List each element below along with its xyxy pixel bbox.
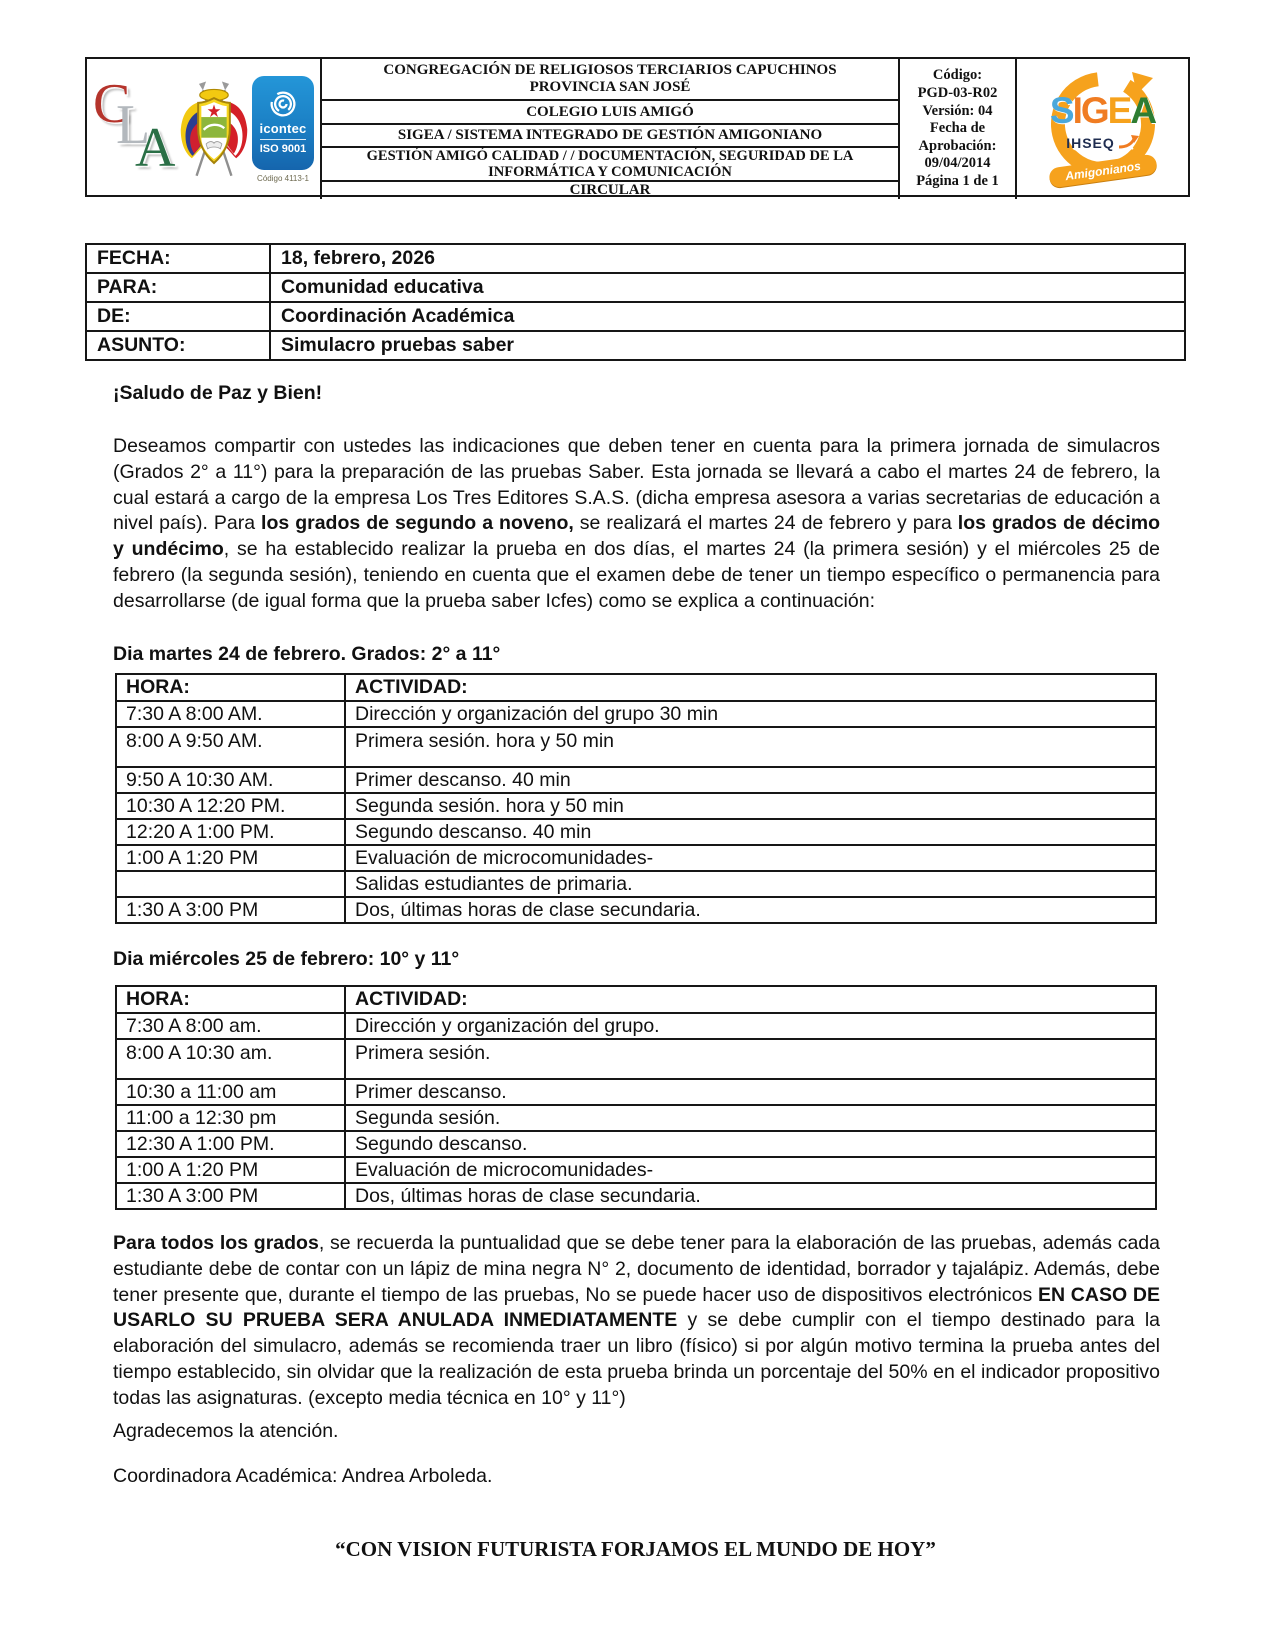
meta-row-asunto <box>86 331 1185 360</box>
intro-paragraph <box>113 434 1160 615</box>
page-count: Página 1 de 1 <box>916 172 999 189</box>
activity-cell: Primera sesión. <box>345 1039 1156 1079</box>
meta-label: PARA: <box>86 273 270 302</box>
document-type: CIRCULAR <box>322 180 898 199</box>
body-text: , se recuerda la puntualidad que se debe tener para la elaboración de las pruebas, además cada estudiante debe de contar con un lápiz de mina negra N° 2, documento de identidad, borrador y tajalápiz. Además, debe tener presente que, durante el tiempo de las pruebas, No se puede hacer uso de dispositivos electrónicos <box>113 1232 1160 1306</box>
greeting: ¡Saludo de Paz y Bien! <box>113 382 323 404</box>
schedule-row <box>116 701 1156 727</box>
congregation-line-2: PROVINCIA SAN JOSÉ <box>529 79 691 95</box>
schedule-row <box>116 1157 1156 1183</box>
time-cell: 10:30 A 12:20 PM. <box>116 793 345 819</box>
activity-cell: Dirección y organización del grupo. <box>345 1013 1156 1039</box>
meta-value: Simulacro pruebas saber <box>270 331 1185 360</box>
sigea-logo-cell <box>1015 59 1188 199</box>
icontec-code-caption: Código 4113-1 <box>257 173 309 183</box>
meta-label: ASUNTO: <box>86 331 270 360</box>
actividad-header: ACTIVIDAD: <box>345 674 1156 701</box>
body-text: y se debe cumplir con el tiempo destinado para la elaboración del simulacro, además se recomienda traer un libro (físico) si por algún motivo termina la prueba antes del tiempo establecido, sin olvidar que la realización de esta prueba brinda un porcentaje del 50% en el indicador propositivo todas las asignaturas. (excepto media técnica en 10° y 11°) <box>113 1309 1160 1409</box>
time-cell <box>116 871 345 897</box>
sigea-ihseq-label: IHSEQ <box>1027 134 1179 151</box>
icontec-badge <box>252 76 314 183</box>
schedule-row <box>116 1183 1156 1209</box>
cla-letter-l: L <box>116 94 151 156</box>
process-line-1: GESTIÓN AMIGÓ CALIDAD / / DOCUMENTACIÓN, SEGURIDAD DE LA <box>366 148 854 164</box>
schedule-row <box>116 819 1156 845</box>
sigea-logo <box>1027 66 1179 192</box>
schedule-header-row <box>116 674 1156 701</box>
sigea-ribbon: Amigonianos <box>1048 154 1158 189</box>
activity-cell: Dirección y organización del grupo 30 min <box>345 701 1156 727</box>
process-name <box>322 146 898 180</box>
activity-cell: Evaluación de microcomunidades- <box>345 1157 1156 1183</box>
activity-cell: Segundo descanso. <box>345 1131 1156 1157</box>
schedule-row <box>116 871 1156 897</box>
emphasis-text: los grados de segundo a noveno, <box>261 512 574 535</box>
time-cell: 1:30 A 3:00 PM <box>116 1183 345 1209</box>
schedule2-table <box>115 985 1157 1210</box>
activity-cell: Segunda sesión. <box>345 1105 1156 1131</box>
management-system-name: SIGEA / SISTEMA INTEGRADO DE GESTIÓN AMIGONIANO <box>322 123 898 146</box>
thanks-line: Agradecemos la atención. <box>113 1420 339 1442</box>
hora-header: HORA: <box>116 986 345 1013</box>
schedule-row <box>116 727 1156 767</box>
cla-logo <box>93 70 176 188</box>
approval-date: 09/04/2014 <box>924 155 991 172</box>
schedule1-table <box>115 673 1157 924</box>
meta-value: Coordinación Académica <box>270 302 1185 331</box>
activity-cell: Segundo descanso. 40 min <box>345 819 1156 845</box>
school-name: COLEGIO LUIS AMIGÓ <box>322 99 898 123</box>
activity-cell: Primera sesión. hora y 50 min <box>345 727 1156 767</box>
sigea-small-arrow-icon <box>1117 134 1139 150</box>
schedule-row <box>116 897 1156 923</box>
body-text: se realizará el martes 24 de febrero y para <box>573 512 958 535</box>
time-cell: 12:30 A 1:00 PM. <box>116 1131 345 1157</box>
activity-cell: Segunda sesión. hora y 50 min <box>345 793 1156 819</box>
sigea-wordmark: SIGEA <box>1049 90 1156 131</box>
time-cell: 9:50 A 10:30 AM. <box>116 767 345 793</box>
schedule1-title: Dia martes 24 de febrero. Grados: 2° a 11° <box>113 643 501 665</box>
time-cell: 1:30 A 3:00 PM <box>116 897 345 923</box>
code-label: Código: <box>932 67 983 84</box>
cla-letter-a: A <box>135 117 176 179</box>
schedule-row <box>116 1105 1156 1131</box>
activity-cell: Primer descanso. <box>345 1079 1156 1105</box>
congregation-line-1: CONGREGACIÓN DE RELIGIOSOS TERCIARIOS CAPUCHINOS <box>383 62 837 78</box>
version-value: Versión: 04 <box>922 102 993 119</box>
schedule-row <box>116 845 1156 871</box>
time-cell: 1:00 A 1:20 PM <box>116 845 345 871</box>
time-cell: 8:00 A 10:30 am. <box>116 1039 345 1079</box>
schedule-row <box>116 793 1156 819</box>
emphasis-text: EN CASO DE USARLO SU PRUEBA SERA ANULADA INMEDIATAMENTE <box>113 1283 1160 1332</box>
time-cell: 7:30 A 8:00 am. <box>116 1013 345 1039</box>
hora-header: HORA: <box>116 674 345 701</box>
closing-paragraph <box>113 1231 1160 1412</box>
process-line-2: INFORMÁTICA Y COMUNICACIÓN <box>488 164 732 180</box>
emphasis-text: los grados de décimo y undécimo <box>113 512 1160 561</box>
document-header-table <box>85 57 1190 197</box>
time-cell: 1:00 A 1:20 PM <box>116 1157 345 1183</box>
icontec-spiral-icon <box>269 90 297 118</box>
approval-label-2: Aprobación: <box>918 137 997 154</box>
time-cell: 7:30 A 8:00 AM. <box>116 701 345 727</box>
schedule-row <box>116 767 1156 793</box>
header-title-cell <box>320 59 898 199</box>
meta-row-para <box>86 273 1185 302</box>
signature-line: Coordinadora Académica: Andrea Arboleda. <box>113 1465 493 1487</box>
actividad-header: ACTIVIDAD: <box>345 986 1156 1013</box>
iso9001-label: ISO 9001 <box>259 143 307 155</box>
time-cell: 11:00 a 12:30 pm <box>116 1105 345 1131</box>
meta-value: 18, febrero, 2026 <box>270 244 1185 273</box>
schedule-row <box>116 1013 1156 1039</box>
memo-meta-table <box>85 243 1186 361</box>
approval-label-1: Fecha de <box>929 120 986 137</box>
time-cell: 12:20 A 1:00 PM. <box>116 819 345 845</box>
congregation-title <box>322 59 898 99</box>
activity-cell: Dos, últimas horas de clase secundaria. <box>345 897 1156 923</box>
schedule2-title: Dia miércoles 25 de febrero: 10° y 11° <box>113 948 460 970</box>
schedule-row <box>116 1131 1156 1157</box>
meta-row-fecha <box>86 244 1185 273</box>
cla-letter-c: C <box>93 73 131 135</box>
schedule-row <box>116 1079 1156 1105</box>
body-text: Deseamos compartir con ustedes las indicaciones que deben tener en cuenta para la primera jornada de simulacros (Grados 2° a 11°) para la preparación de las pruebas Saber. Esta jornada se llevará a cabo el martes 24 de febrero, la cual estará a cargo de la empresa Los Tres Editores S.A.S. (dicha empresa asesora a varias secretarias de educación a nivel país). Para <box>113 435 1160 535</box>
schedule-row <box>116 1039 1156 1079</box>
icontec-wordmark: icontec <box>259 121 307 136</box>
code-value: PGD-03-R02 <box>917 85 998 102</box>
activity-cell: Salidas estudiantes de primaria. <box>345 871 1156 897</box>
meta-label: FECHA: <box>86 244 270 273</box>
meta-value: Comunidad educativa <box>270 273 1185 302</box>
meta-label: DE: <box>86 302 270 331</box>
school-motto: “CON VISION FUTURISTA FORJAMOS EL MUNDO DE HOY” <box>335 1537 936 1561</box>
activity-cell: Dos, últimas horas de clase secundaria. <box>345 1183 1156 1209</box>
time-cell: 8:00 A 9:50 AM. <box>116 727 345 767</box>
meta-row-de <box>86 302 1185 331</box>
activity-cell: Evaluación de microcomunidades- <box>345 845 1156 871</box>
header-logos-cell <box>87 59 320 199</box>
activity-cell: Primer descanso. 40 min <box>345 767 1156 793</box>
document-code-cell <box>898 59 1015 199</box>
icontec-divider <box>260 139 306 140</box>
schedule-header-row <box>116 986 1156 1013</box>
school-crest-icon <box>176 75 252 183</box>
time-cell: 10:30 a 11:00 am <box>116 1079 345 1105</box>
body-text: , se ha establecido realizar la prueba en dos días, el martes 24 (la primera sesión) y el miércoles 25 de febrero (la segunda sesión), teniendo en cuenta que el examen debe de tener un tiempo específico o permanencia para desarrollarse (de igual forma que la prueba saber Icfes) como se explica a continuación: <box>113 538 1160 612</box>
emphasis-text: Para todos los grados <box>113 1232 319 1254</box>
